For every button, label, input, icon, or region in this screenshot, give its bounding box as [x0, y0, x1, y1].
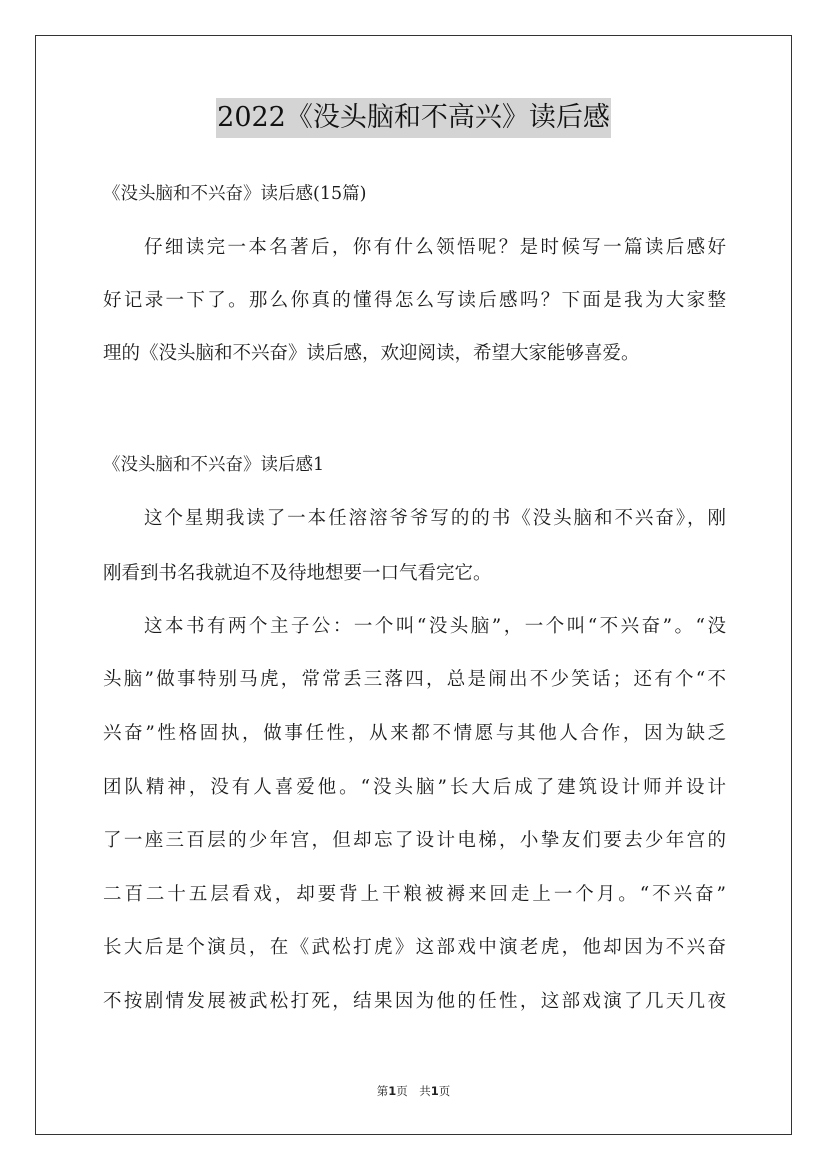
para2-line-8: 不按剧情发展被武松打死，结果因为他的任性，这部戏演了几天几夜	[103, 991, 726, 1012]
para2-line-7: 长大后是个演员，在《武松打虎》这部戏中演老虎，他却因为不兴奋	[103, 937, 726, 958]
para2-line-6: 二百二十五层看戏，却要背上干粮被褥来回走上一个月。“不兴奋”	[103, 884, 726, 905]
document-title: 2022《没头脑和不高兴》读后感	[216, 98, 611, 138]
para2-line-2: 头脑”做事特别马虎，常常丢三落四，总是闹出不少笑话；还有个“不	[103, 669, 726, 690]
footer-suffix: 页	[438, 1084, 451, 1098]
page-footer	[0, 1083, 827, 1099]
intro-line-2: 好记录一下了。那么你真的懂得怎么写读后感吗？下面是我为大家整	[103, 290, 726, 311]
para2-line-4: 团队精神，没有人喜爱他。“没头脑”长大后成了建筑设计师并设计	[103, 777, 726, 798]
intro-line-3: 理的《没头脑和不兴奋》读后感，欢迎阅读，希望大家能够喜爱。	[103, 343, 640, 364]
footer-page-current: 1	[388, 1084, 397, 1098]
para2-line-1: 这本书有两个主子公：一个叫“没头脑”，一个叫“不兴奋”。“没	[144, 616, 726, 637]
footer-page-total: 1	[430, 1084, 439, 1098]
intro-line-1: 仔细读完一本名著后，你有什么领悟呢？是时候写一篇读后感好	[144, 237, 726, 258]
footer-mid: 页 共	[396, 1084, 431, 1098]
title-container	[0, 98, 827, 138]
para1-line-1: 这个星期我读了一本任溶溶爷爷写的的书《没头脑和不兴奋》，刚	[144, 508, 726, 529]
footer-prefix: 第	[376, 1084, 389, 1098]
para2-line-3: 兴奋”性格固执，做事任性，从来都不情愿与其他人合作，因为缺乏	[103, 723, 726, 744]
para2-line-5: 了一座三百层的少年宫，但却忘了设计电梯，小挚友们要去少年宫的	[103, 830, 726, 851]
section-heading: 《没头脑和不兴奋》读后感1	[103, 455, 325, 475]
para1-line-2: 刚看到书名我就迫不及待地想要一口气看完它。	[103, 563, 492, 584]
document-subtitle: 《没头脑和不兴奋》读后感(15篇)	[103, 184, 367, 204]
